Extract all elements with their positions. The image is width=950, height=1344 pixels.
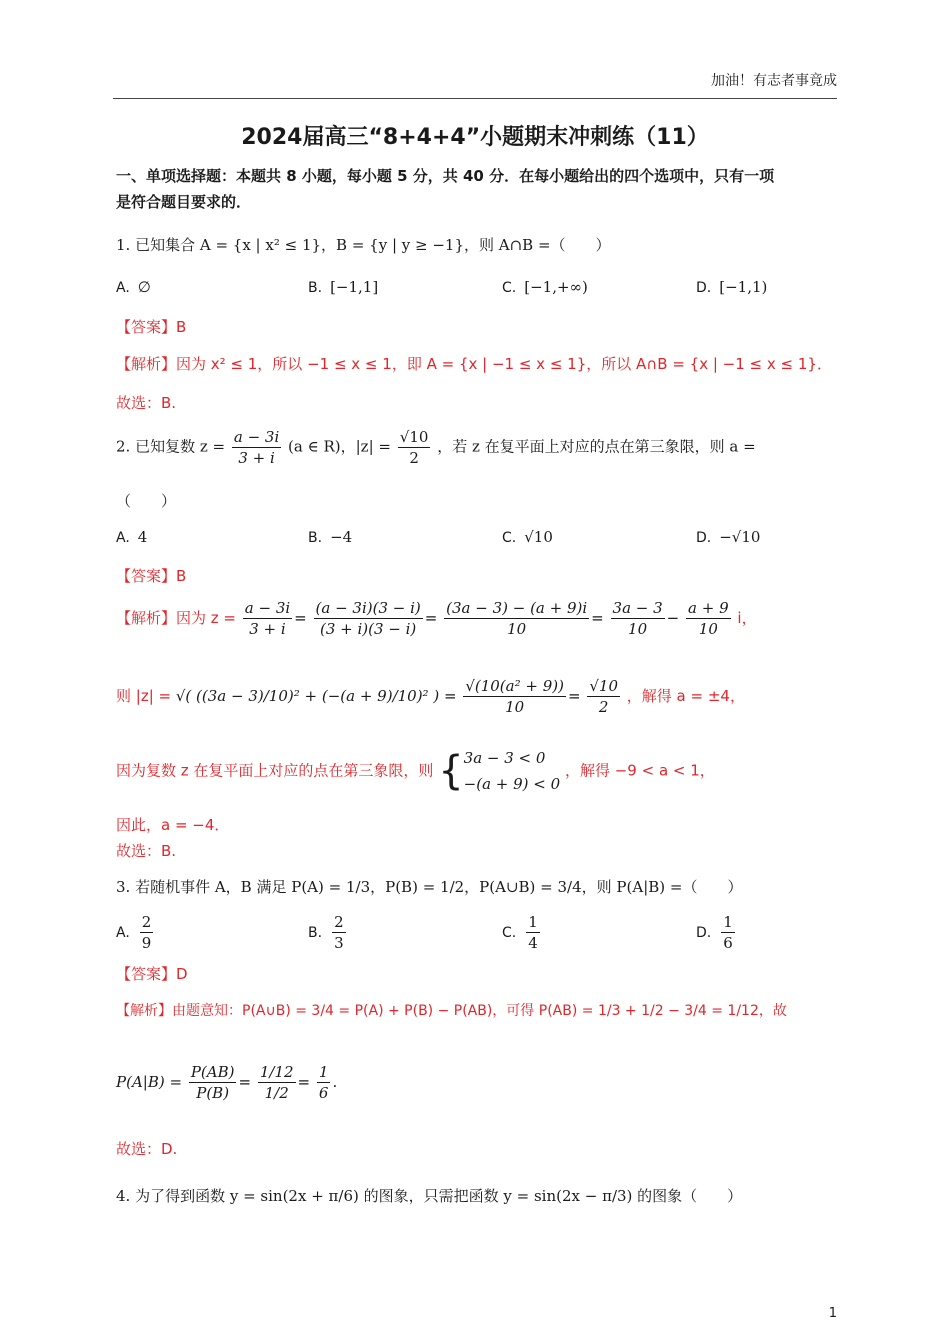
fraction	[463, 676, 566, 717]
fraction-numerator: 1	[318, 1063, 329, 1081]
fraction	[317, 1062, 331, 1103]
fraction-denominator: 3 + i	[249, 620, 286, 638]
fraction-numerator: a − 3i	[244, 599, 291, 617]
section-heading-line1: 一、单项选择题：本题共 8 小题，每小题 5 分，共 40 分．在每小题给出的四个选项中，只有一项	[116, 167, 775, 185]
option-value: √10	[524, 528, 553, 546]
fraction-numerator: P(AB)	[190, 1063, 235, 1081]
q2-option-a	[116, 528, 147, 546]
q2-stem-part-b: (a ∈ R)，|z| =	[288, 437, 391, 456]
fraction-denominator: 9	[141, 934, 152, 952]
option-label: C.	[502, 280, 517, 296]
q1-choose: 故选：B.	[116, 394, 177, 412]
q2-analysis-line3	[116, 745, 715, 797]
analysis-text: 则 |z| =	[116, 687, 172, 705]
q2-analysis-line1: 【解析】因为 z = $\frac{a - 3i}{3 + i}$ = $\frac{(a - 3i)(3 - i)}{(3 + i)(3 - i)}$ = $\frac{(3a - 3) - (a + 9)i}{10}$ = $\frac{3a - 3}{10}$ − $\frac{a + 9}{10}$ i，	[116, 599, 757, 638]
fraction-numerator: √(10(a² + 9))	[465, 677, 564, 695]
analysis-text: ，解得 a = ±4，	[626, 687, 745, 705]
fraction-numerator: 1	[528, 913, 538, 931]
q1-option-d	[696, 278, 767, 296]
fraction	[587, 676, 620, 717]
q2-modulus-fraction	[398, 427, 431, 468]
option-label: C.	[502, 924, 517, 941]
fraction-numerator: 2	[334, 913, 344, 931]
q2-option-c	[502, 528, 553, 546]
q3-analysis-line2: P(A|B) = $\frac{P(AB)}{P(B)}$ = $\frac{1/12}{1/2}$ = $\frac{1}{6}$ .	[116, 1063, 338, 1102]
option-value: 4	[137, 528, 148, 546]
option-label: A.	[116, 924, 130, 941]
option-fraction	[140, 912, 154, 953]
fraction-denominator: 2	[598, 698, 609, 716]
q3-analysis-line1: 【解析】由题意知：P(A∪B) = 3/4 = P(A) + P(B) − P(AB)，可得 P(AB) = 1/3 + 1/2 − 3/4 = 1/12，故	[116, 1003, 787, 1019]
root-expression: √( ((3a − 3)/10)² + (−(a + 9)/10)² )	[175, 687, 440, 705]
analysis-text: 因为复数 z 在复平面上对应的点在第三象限，则	[116, 761, 434, 780]
option-value: [−1,1)	[719, 278, 768, 296]
page-number: 1	[828, 1306, 837, 1321]
q3-answer: 【答案】D	[116, 965, 188, 983]
option-label: A.	[116, 280, 130, 296]
q3-option-b	[308, 912, 348, 953]
option-value: −√10	[719, 528, 761, 546]
fraction-numerator: 1/12	[259, 1063, 294, 1081]
option-label: D.	[696, 924, 712, 941]
brace-icon: {	[438, 748, 464, 794]
q2-stem-part-a: 2. 已知复数 z =	[116, 437, 226, 456]
q1-option-a	[116, 278, 151, 296]
analysis-text: ，解得 −9 < a < 1，	[564, 761, 715, 780]
fraction-numerator: √10	[589, 677, 618, 695]
q3-stem: 3. 若随机事件 A，B 满足 P(A) = 1/3，P(B) = 1/2，P(A∪B) = 3/4，则 P(A|B) =（ ）	[116, 878, 743, 896]
fraction-numerator: 1	[723, 913, 733, 931]
option-value: −4	[330, 528, 353, 546]
fraction	[314, 598, 423, 639]
fraction-denominator: 10	[505, 698, 525, 716]
fraction-numerator: a + 9	[688, 599, 729, 617]
inequality: −(a + 9) < 0	[463, 775, 561, 793]
header-motto: 加油！有志者事竟成	[711, 73, 837, 89]
fraction-denominator: 10	[507, 620, 527, 638]
fraction-denominator: 6	[318, 1084, 329, 1102]
header-rule	[113, 98, 837, 99]
q2-stem-part-c: ，若 z 在复平面上对应的点在第三象限，则 a =	[437, 437, 756, 456]
q1-analysis: 【解析】因为 x² ≤ 1，所以 −1 ≤ x ≤ 1，即 A = {x | −1 ≤ x ≤ 1}，所以 A∩B = {x | −1 ≤ x ≤ 1}．	[116, 355, 832, 373]
fraction	[611, 598, 665, 639]
inequality: 3a − 3 < 0	[463, 749, 546, 767]
q2-option-d	[696, 528, 760, 546]
analysis-math: P(A|B) =	[116, 1073, 183, 1091]
option-label: C.	[502, 530, 517, 546]
fraction	[444, 598, 589, 639]
fraction-denominator: 1/2	[264, 1084, 289, 1102]
option-value: [−1,1]	[330, 278, 379, 296]
fraction-denominator: 2	[409, 449, 419, 467]
q3-option-a	[116, 912, 155, 953]
fraction-numerator: (3a − 3) − (a + 9)i	[446, 599, 588, 617]
option-label: D.	[696, 530, 712, 546]
fraction	[189, 1062, 237, 1103]
fraction-denominator: 3	[334, 934, 344, 952]
q1-option-b	[308, 278, 378, 296]
q3-choose: 故选：D.	[116, 1140, 178, 1158]
q4-stem: 4. 为了得到函数 y = sin(2x + π/6) 的图象，只需把函数 y = sin(2x − π/3) 的图象（ ）	[116, 1187, 743, 1205]
q1-answer: 【答案】B	[116, 318, 187, 336]
q2-stem	[116, 427, 756, 468]
fraction-denominator: 6	[723, 934, 733, 952]
q3-option-d	[696, 912, 737, 953]
section-heading-line2: 是符合题目要求的．	[116, 193, 252, 211]
fraction-numerator: 2	[141, 913, 152, 931]
option-label: B.	[308, 280, 323, 296]
analysis-text: i，	[737, 609, 757, 627]
q2-answer: 【答案】B	[116, 567, 187, 585]
q3-option-c	[502, 912, 542, 953]
option-value: [−1,+∞)	[524, 278, 588, 296]
fraction-denominator: 3 + i	[238, 449, 275, 467]
q2-choose: 故选：B.	[116, 842, 177, 860]
option-label: A.	[116, 530, 130, 546]
fraction-denominator: 10	[628, 620, 648, 638]
fraction-denominator: 10	[698, 620, 718, 638]
option-label: B.	[308, 924, 323, 941]
fraction-numerator: (a − 3i)(3 − i)	[315, 599, 421, 617]
option-fraction	[721, 912, 735, 953]
fraction	[258, 1062, 296, 1103]
q1-option-c	[502, 278, 588, 296]
option-value: ∅	[137, 278, 151, 296]
q1-stem: 1. 已知集合 A = {x | x² ≤ 1}，B = {y | y ≥ −1}，则 A∩B =（ ）	[116, 236, 611, 254]
q2-analysis-line4: 因此，a = −4．	[116, 816, 230, 834]
q2-option-b	[308, 528, 352, 546]
q2-paren: （ ）	[116, 492, 177, 510]
fraction-numerator: 3a − 3	[612, 599, 663, 617]
inequality-system	[464, 745, 561, 797]
fraction	[686, 598, 731, 639]
fraction-denominator: P(B)	[196, 1084, 230, 1102]
fraction	[243, 598, 292, 639]
q2-analysis-line2: 则 |z| = √( ((3a − 3)/10)² + (−(a + 9)/10)² ) = $\frac{\text{√(10(a² + 9))}}{10}$ = $\frac{√10}{2}$ ，解得 a = ±4，	[116, 677, 745, 716]
option-label: D.	[696, 280, 712, 296]
page-title: 2024届高三“8+4+4”小题期末冲刺练（11）	[241, 125, 709, 150]
analysis-text: 【解析】因为 z =	[116, 609, 236, 627]
option-fraction	[526, 912, 540, 953]
fraction-denominator: (3 + i)(3 − i)	[319, 620, 417, 638]
fraction-numerator: √10	[399, 428, 429, 446]
fraction-numerator: a − 3i	[233, 428, 280, 446]
option-fraction	[332, 912, 346, 953]
fraction-denominator: 4	[528, 934, 538, 952]
q2-z-fraction	[232, 427, 281, 468]
option-label: B.	[308, 530, 323, 546]
